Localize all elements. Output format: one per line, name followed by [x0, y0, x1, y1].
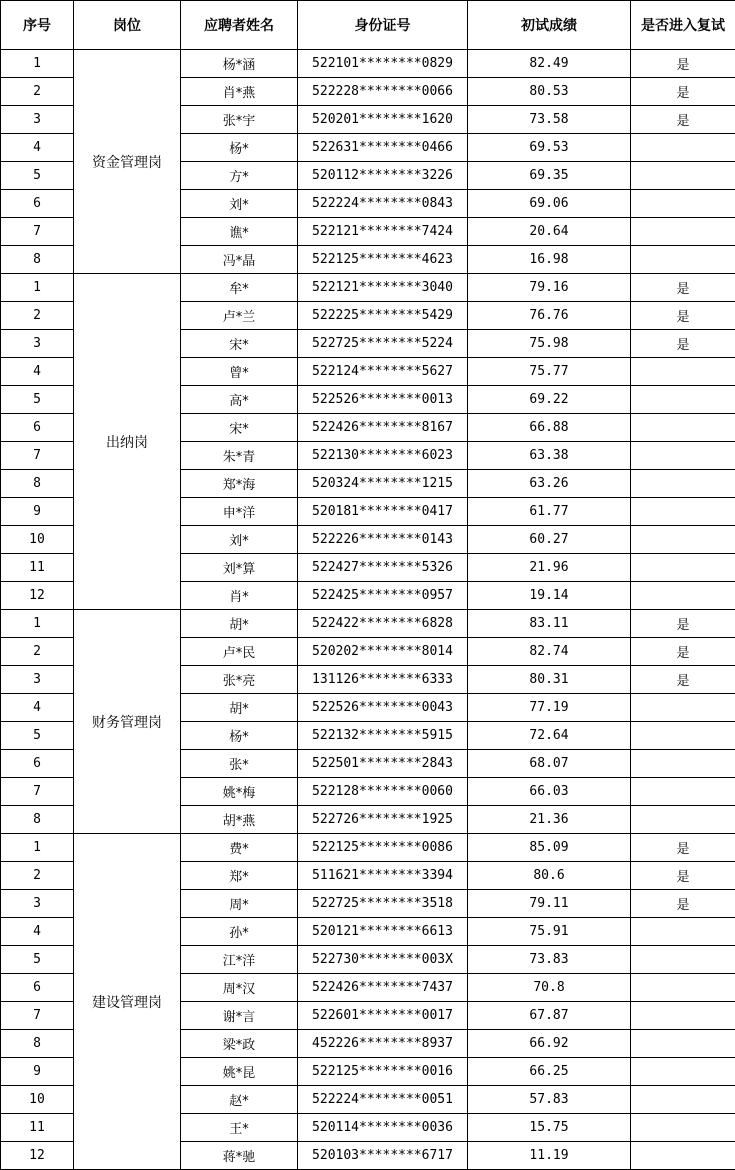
row-index: 9 — [1, 498, 74, 526]
id-number: 522725********5224 — [298, 330, 468, 358]
id-number: 522121********3040 — [298, 274, 468, 302]
advance-status: 是 — [631, 106, 735, 134]
applicant-name: 卢*兰 — [181, 302, 298, 330]
applicant-name: 姚*昆 — [181, 1058, 298, 1086]
row-index: 6 — [1, 974, 74, 1002]
applicant-name: 谯* — [181, 218, 298, 246]
row-index: 6 — [1, 414, 74, 442]
table-body — [1, 50, 735, 1170]
score-value: 75.77 — [468, 358, 631, 386]
id-number: 522501********2843 — [298, 750, 468, 778]
table-row — [1, 610, 735, 638]
row-index: 4 — [1, 694, 74, 722]
advance-status — [631, 162, 735, 190]
score-value: 77.19 — [468, 694, 631, 722]
position-cell: 资金管理岗 — [74, 50, 181, 274]
advance-status — [631, 1058, 735, 1086]
row-index: 5 — [1, 162, 74, 190]
applicant-name: 宋* — [181, 330, 298, 358]
id-number: 522101********0829 — [298, 50, 468, 78]
id-number: 522121********7424 — [298, 218, 468, 246]
row-index: 1 — [1, 274, 74, 302]
advance-status — [631, 358, 735, 386]
id-number: 520324********1215 — [298, 470, 468, 498]
id-number: 511621********3394 — [298, 862, 468, 890]
advance-status: 是 — [631, 862, 735, 890]
score-value: 60.27 — [468, 526, 631, 554]
row-index: 4 — [1, 918, 74, 946]
advance-status — [631, 918, 735, 946]
score-value: 82.74 — [468, 638, 631, 666]
id-number: 452226********8937 — [298, 1030, 468, 1058]
advance-status — [631, 778, 735, 806]
score-value: 66.03 — [468, 778, 631, 806]
advance-status — [631, 190, 735, 218]
id-number: 131126********6333 — [298, 666, 468, 694]
table-row — [1, 834, 735, 862]
advance-status: 是 — [631, 610, 735, 638]
score-value: 68.07 — [468, 750, 631, 778]
applicant-name: 孙* — [181, 918, 298, 946]
advance-status — [631, 722, 735, 750]
score-value: 67.87 — [468, 1002, 631, 1030]
row-index: 5 — [1, 946, 74, 974]
advance-status — [631, 554, 735, 582]
id-number: 522631********0466 — [298, 134, 468, 162]
position-cell: 出纳岗 — [74, 274, 181, 610]
applicant-name: 朱*青 — [181, 442, 298, 470]
score-value: 11.19 — [468, 1142, 631, 1170]
advance-status — [631, 134, 735, 162]
advance-status: 是 — [631, 834, 735, 862]
advance-status: 是 — [631, 330, 735, 358]
row-index: 9 — [1, 1058, 74, 1086]
advance-status — [631, 218, 735, 246]
applicant-name: 肖*燕 — [181, 78, 298, 106]
row-index: 5 — [1, 722, 74, 750]
advance-status — [631, 1086, 735, 1114]
score-value: 75.98 — [468, 330, 631, 358]
score-value: 73.83 — [468, 946, 631, 974]
applicant-name: 牟* — [181, 274, 298, 302]
score-value: 75.91 — [468, 918, 631, 946]
applicant-name: 张*宇 — [181, 106, 298, 134]
score-value: 73.58 — [468, 106, 631, 134]
advance-status — [631, 526, 735, 554]
id-number: 520112********3226 — [298, 162, 468, 190]
row-index: 5 — [1, 386, 74, 414]
applicant-name: 张*亮 — [181, 666, 298, 694]
row-index: 11 — [1, 554, 74, 582]
id-number: 522426********7437 — [298, 974, 468, 1002]
row-index: 3 — [1, 330, 74, 358]
score-value: 82.49 — [468, 50, 631, 78]
table-row — [1, 274, 735, 302]
score-value: 19.14 — [468, 582, 631, 610]
row-index: 2 — [1, 78, 74, 106]
row-index: 3 — [1, 106, 74, 134]
applicant-name: 曾* — [181, 358, 298, 386]
score-value: 21.36 — [468, 806, 631, 834]
applicant-name: 杨*涵 — [181, 50, 298, 78]
advance-status: 是 — [631, 890, 735, 918]
advance-status: 是 — [631, 638, 735, 666]
row-index: 6 — [1, 750, 74, 778]
header-id-number: 身份证号 — [298, 1, 468, 50]
advance-status — [631, 414, 735, 442]
row-index: 7 — [1, 442, 74, 470]
id-number: 522225********5429 — [298, 302, 468, 330]
advance-status — [631, 246, 735, 274]
applicant-name: 周* — [181, 890, 298, 918]
row-index: 12 — [1, 582, 74, 610]
header-row — [1, 1, 735, 50]
applicant-name: 谢*言 — [181, 1002, 298, 1030]
score-value: 69.06 — [468, 190, 631, 218]
id-number: 520103********6717 — [298, 1142, 468, 1170]
header-advance: 是否进入复试 — [631, 1, 735, 50]
score-value: 69.53 — [468, 134, 631, 162]
row-index: 8 — [1, 1030, 74, 1058]
applicant-name: 胡*燕 — [181, 806, 298, 834]
id-number: 522427********5326 — [298, 554, 468, 582]
row-index: 6 — [1, 190, 74, 218]
header-position: 岗位 — [74, 1, 181, 50]
score-value: 79.11 — [468, 890, 631, 918]
row-index: 4 — [1, 134, 74, 162]
applicant-name: 王* — [181, 1114, 298, 1142]
score-value: 69.22 — [468, 386, 631, 414]
header-index: 序号 — [1, 1, 74, 50]
id-number: 522226********0143 — [298, 526, 468, 554]
id-number: 522125********0016 — [298, 1058, 468, 1086]
applicant-name: 高* — [181, 386, 298, 414]
id-number: 522124********5627 — [298, 358, 468, 386]
id-number: 522730********003X — [298, 946, 468, 974]
applicant-name: 方* — [181, 162, 298, 190]
applicant-name: 卢*民 — [181, 638, 298, 666]
score-value: 72.64 — [468, 722, 631, 750]
applicant-name: 蒋*驰 — [181, 1142, 298, 1170]
score-value: 80.31 — [468, 666, 631, 694]
score-value: 63.26 — [468, 470, 631, 498]
advance-status — [631, 974, 735, 1002]
row-index: 1 — [1, 834, 74, 862]
id-number: 522224********0051 — [298, 1086, 468, 1114]
advance-status: 是 — [631, 302, 735, 330]
row-index: 1 — [1, 610, 74, 638]
applicant-name: 胡* — [181, 610, 298, 638]
score-value: 20.64 — [468, 218, 631, 246]
id-number: 522224********0843 — [298, 190, 468, 218]
advance-status — [631, 1114, 735, 1142]
score-value: 61.77 — [468, 498, 631, 526]
row-index: 4 — [1, 358, 74, 386]
id-number: 522426********8167 — [298, 414, 468, 442]
applicant-name: 姚*梅 — [181, 778, 298, 806]
row-index: 8 — [1, 246, 74, 274]
advance-status — [631, 806, 735, 834]
id-number: 522425********0957 — [298, 582, 468, 610]
applicant-name: 周*汉 — [181, 974, 298, 1002]
row-index: 3 — [1, 666, 74, 694]
row-index: 2 — [1, 638, 74, 666]
header-score: 初试成绩 — [468, 1, 631, 50]
row-index: 11 — [1, 1114, 74, 1142]
row-index: 12 — [1, 1142, 74, 1170]
advance-status — [631, 1002, 735, 1030]
score-value: 69.35 — [468, 162, 631, 190]
advance-status — [631, 386, 735, 414]
applicant-name: 刘* — [181, 190, 298, 218]
id-number: 522128********0060 — [298, 778, 468, 806]
applicant-name: 宋* — [181, 414, 298, 442]
advance-status — [631, 694, 735, 722]
advance-status — [631, 946, 735, 974]
row-index: 7 — [1, 1002, 74, 1030]
row-index: 10 — [1, 526, 74, 554]
advance-status: 是 — [631, 274, 735, 302]
id-number: 520181********0417 — [298, 498, 468, 526]
score-value: 83.11 — [468, 610, 631, 638]
score-value: 15.75 — [468, 1114, 631, 1142]
id-number: 522228********0066 — [298, 78, 468, 106]
table-row — [1, 50, 735, 78]
id-number: 520114********0036 — [298, 1114, 468, 1142]
id-number: 522601********0017 — [298, 1002, 468, 1030]
row-index: 2 — [1, 302, 74, 330]
id-number: 522526********0013 — [298, 386, 468, 414]
header-name: 应聘者姓名 — [181, 1, 298, 50]
score-value: 80.53 — [468, 78, 631, 106]
applicant-name: 胡* — [181, 694, 298, 722]
applicant-name: 梁*政 — [181, 1030, 298, 1058]
applicant-name: 费* — [181, 834, 298, 862]
score-value: 16.98 — [468, 246, 631, 274]
score-value: 76.76 — [468, 302, 631, 330]
applicant-name: 杨* — [181, 722, 298, 750]
row-index: 7 — [1, 218, 74, 246]
row-index: 3 — [1, 890, 74, 918]
applicant-name: 江*洋 — [181, 946, 298, 974]
score-value: 70.8 — [468, 974, 631, 1002]
row-index: 10 — [1, 1086, 74, 1114]
id-number: 520202********8014 — [298, 638, 468, 666]
row-index: 8 — [1, 470, 74, 498]
advance-status — [631, 498, 735, 526]
applicant-name: 张* — [181, 750, 298, 778]
score-value: 80.6 — [468, 862, 631, 890]
applicant-name: 郑* — [181, 862, 298, 890]
advance-status — [631, 582, 735, 610]
id-number: 522132********5915 — [298, 722, 468, 750]
advance-status: 是 — [631, 666, 735, 694]
id-number: 522130********6023 — [298, 442, 468, 470]
row-index: 1 — [1, 50, 74, 78]
position-cell: 建设管理岗 — [74, 834, 181, 1170]
position-cell: 财务管理岗 — [74, 610, 181, 834]
score-value: 57.83 — [468, 1086, 631, 1114]
score-value: 66.25 — [468, 1058, 631, 1086]
id-number: 522526********0043 — [298, 694, 468, 722]
score-value: 66.88 — [468, 414, 631, 442]
applicant-name: 郑*海 — [181, 470, 298, 498]
applicant-name: 刘*算 — [181, 554, 298, 582]
row-index: 8 — [1, 806, 74, 834]
score-value: 21.96 — [468, 554, 631, 582]
id-number: 522422********6828 — [298, 610, 468, 638]
advance-status: 是 — [631, 50, 735, 78]
applicant-name: 刘* — [181, 526, 298, 554]
id-number: 520201********1620 — [298, 106, 468, 134]
id-number: 522725********3518 — [298, 890, 468, 918]
score-value: 85.09 — [468, 834, 631, 862]
applicant-name: 赵* — [181, 1086, 298, 1114]
row-index: 2 — [1, 862, 74, 890]
applicant-name: 申*洋 — [181, 498, 298, 526]
id-number: 522726********1925 — [298, 806, 468, 834]
advance-status — [631, 442, 735, 470]
applicant-name: 冯*晶 — [181, 246, 298, 274]
score-value: 66.92 — [468, 1030, 631, 1058]
advance-status — [631, 470, 735, 498]
advance-status: 是 — [631, 78, 735, 106]
advance-status — [631, 1142, 735, 1170]
row-index: 7 — [1, 778, 74, 806]
score-value: 79.16 — [468, 274, 631, 302]
advance-status — [631, 1030, 735, 1058]
id-number: 522125********4623 — [298, 246, 468, 274]
score-value: 63.38 — [468, 442, 631, 470]
applicant-name: 杨* — [181, 134, 298, 162]
applicant-name: 肖* — [181, 582, 298, 610]
id-number: 522125********0086 — [298, 834, 468, 862]
id-number: 520121********6613 — [298, 918, 468, 946]
advance-status — [631, 750, 735, 778]
